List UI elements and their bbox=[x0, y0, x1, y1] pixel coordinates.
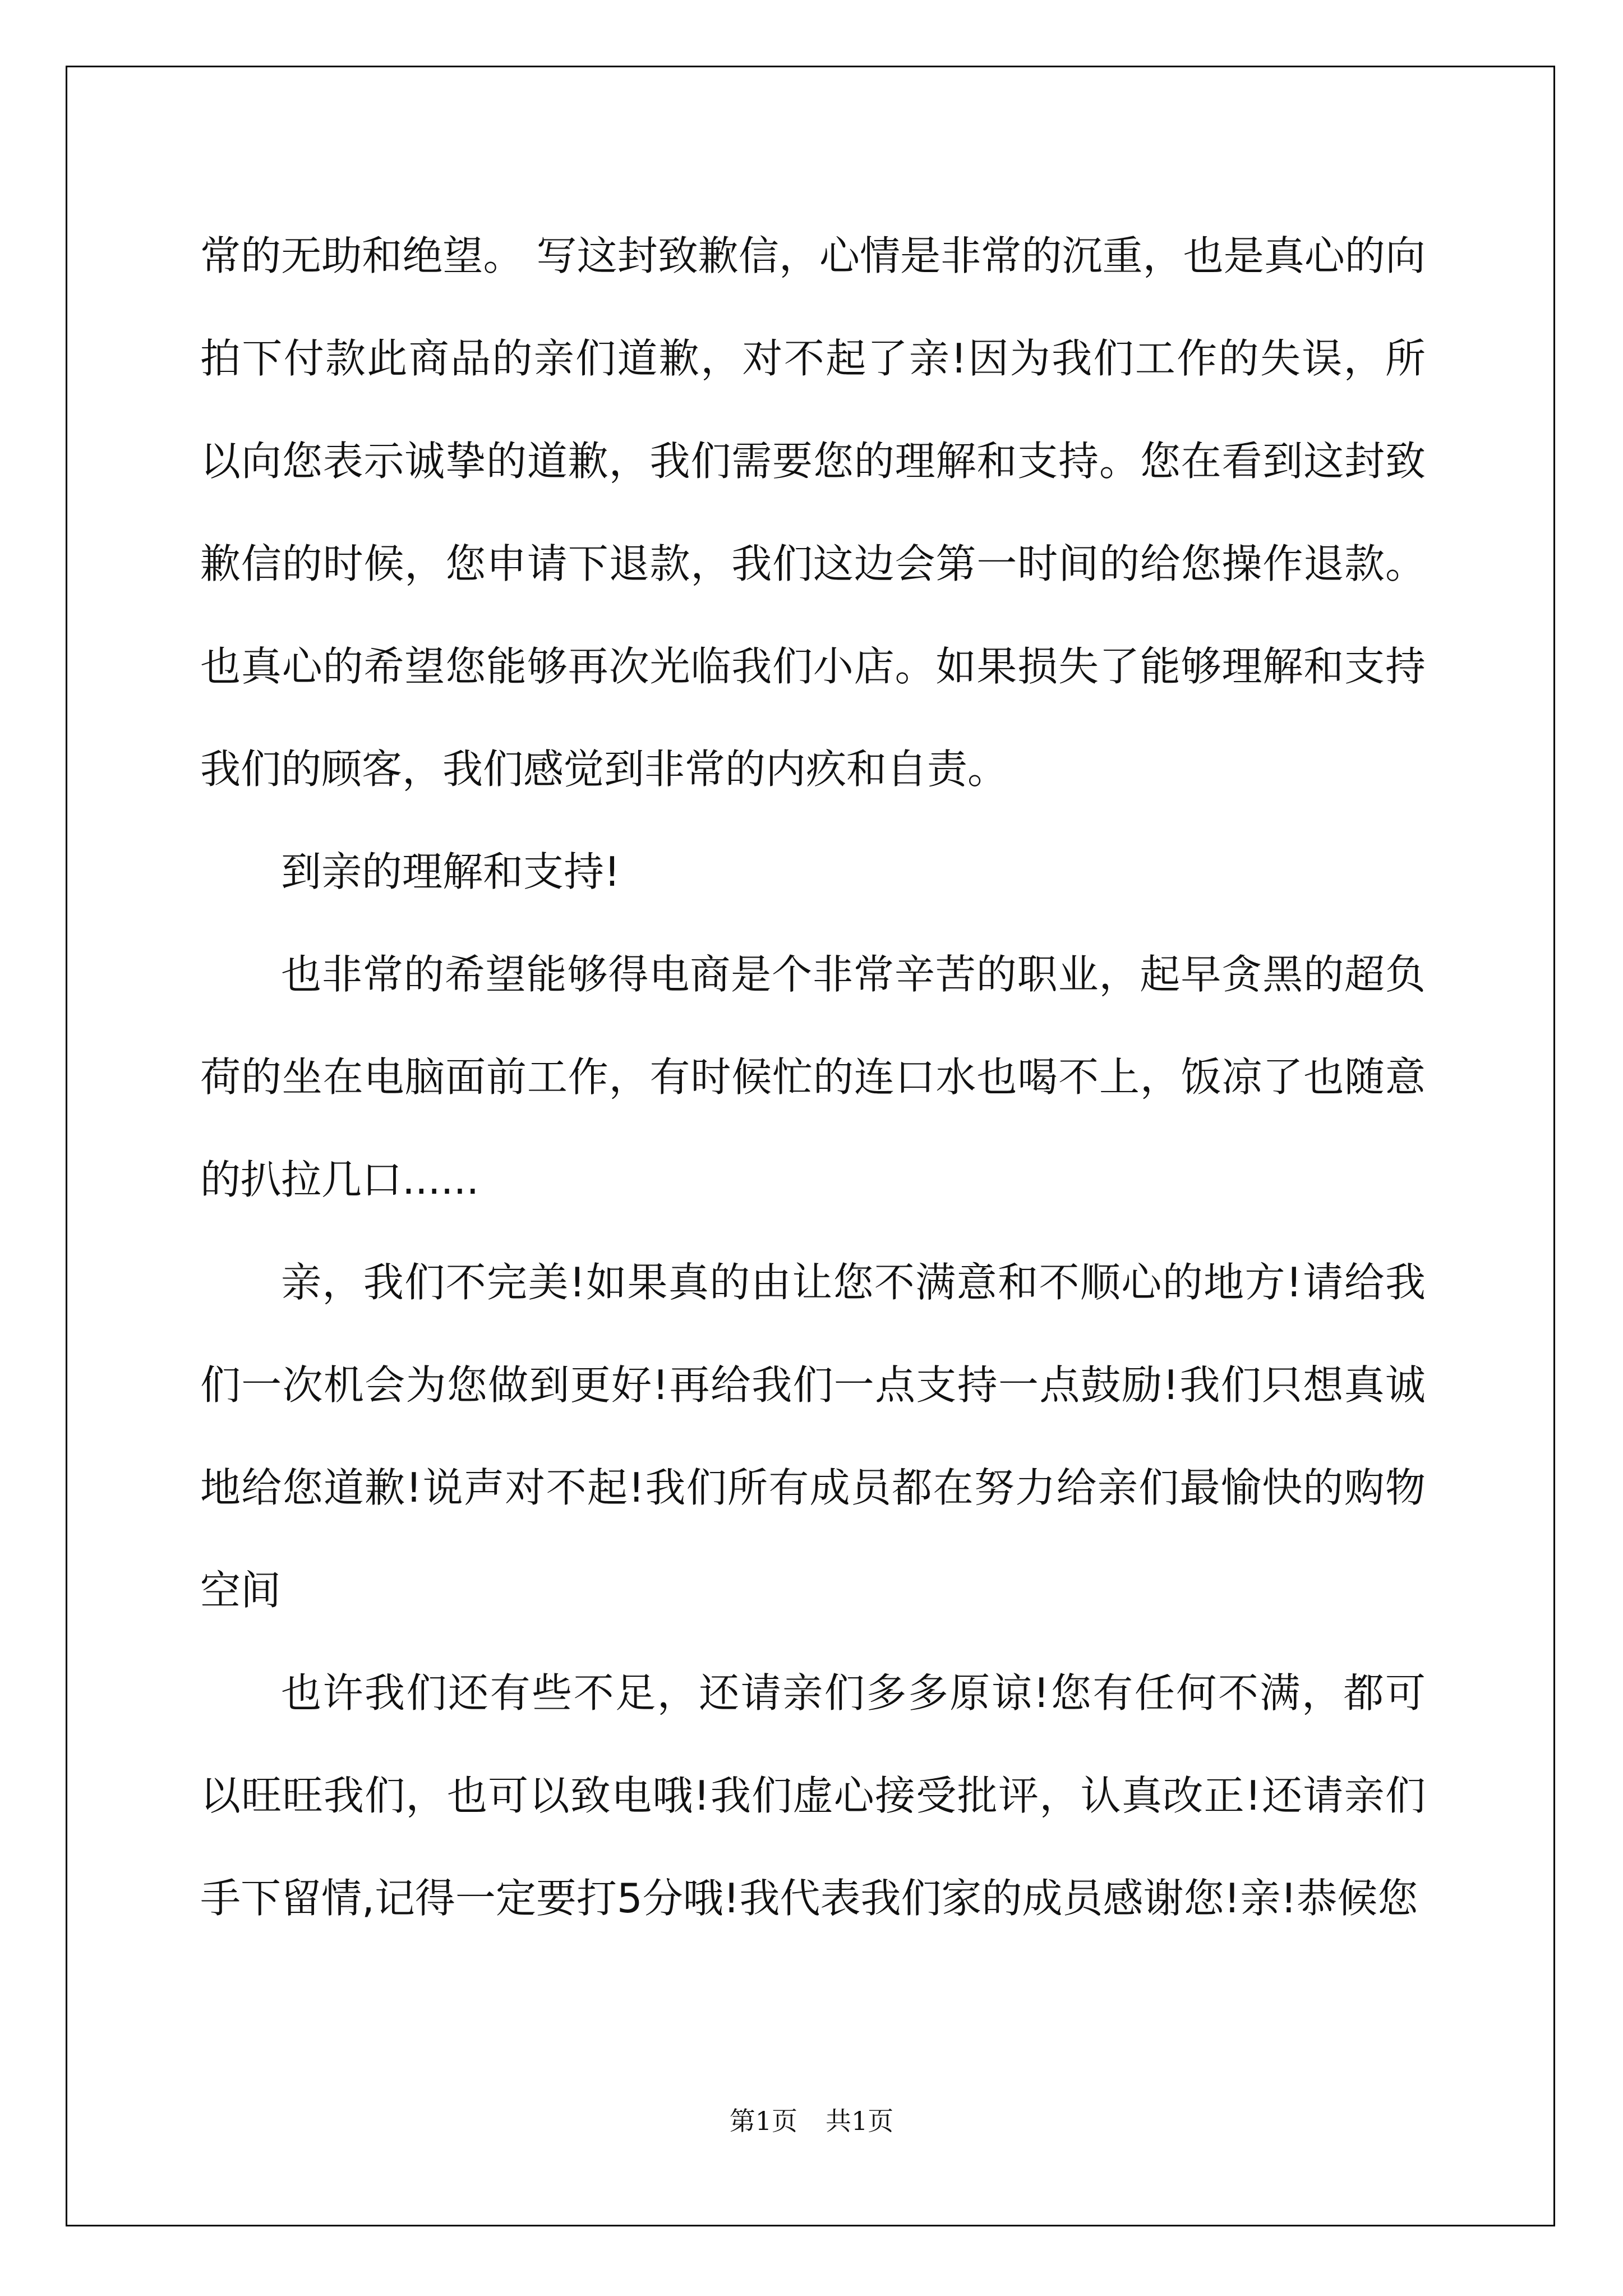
page-number-total: 共1页 bbox=[826, 2106, 894, 2136]
paragraph-5: 也许我们还有些不足，还请亲们多多原谅!您有任何不满，都可以旺旺我们，也可以致电哦!我们虚心接受批评，认真改正!还请亲们手下留情,记得一定要打5分哦!我代表我们家的成员感谢您!亲!恭候您 bbox=[200, 1669, 1426, 1922]
paragraph-1: 常的无助和绝望。 写这封致歉信，心情是非常的沉重，也是真心的向拍下付款此商品的亲们道歉，对不起了亲!因为我们工作的失误，所以向您表示诚挚的道歉，我们需要您的理解和支持。您在看到这封致歉信的时候，您申请下退款，我们这边会第一时间的给您操作退款。也真心的希望您能够再次光临我们小店。如果损失了能够理解和支持我们的顾客，我们感觉到非常的内疚和自责。 bbox=[200, 232, 1426, 793]
page-number-current: 第1页 bbox=[729, 2106, 797, 2136]
document-body bbox=[200, 205, 1426, 1950]
paragraph-3: 也非常的希望能够得电商是个非常辛苦的职业，起早贪黑的超负荷的坐在电脑面前工作，有时候忙的连口水也喝不上，饭凉了也随意的扒拉几口...... bbox=[200, 951, 1426, 1203]
paragraph-4: 亲，我们不完美!如果真的由让您不满意和不顺心的地方!请给我们一次机会为您做到更好!再给我们一点支持一点鼓励!我们只想真诚地给您道歉!说声对不起!我们所有成员都在努力给亲们最愉快的购物空间 bbox=[200, 1259, 1426, 1614]
page-footer bbox=[0, 2101, 1623, 2138]
paragraph-2: 到亲的理解和支持! bbox=[281, 848, 620, 895]
